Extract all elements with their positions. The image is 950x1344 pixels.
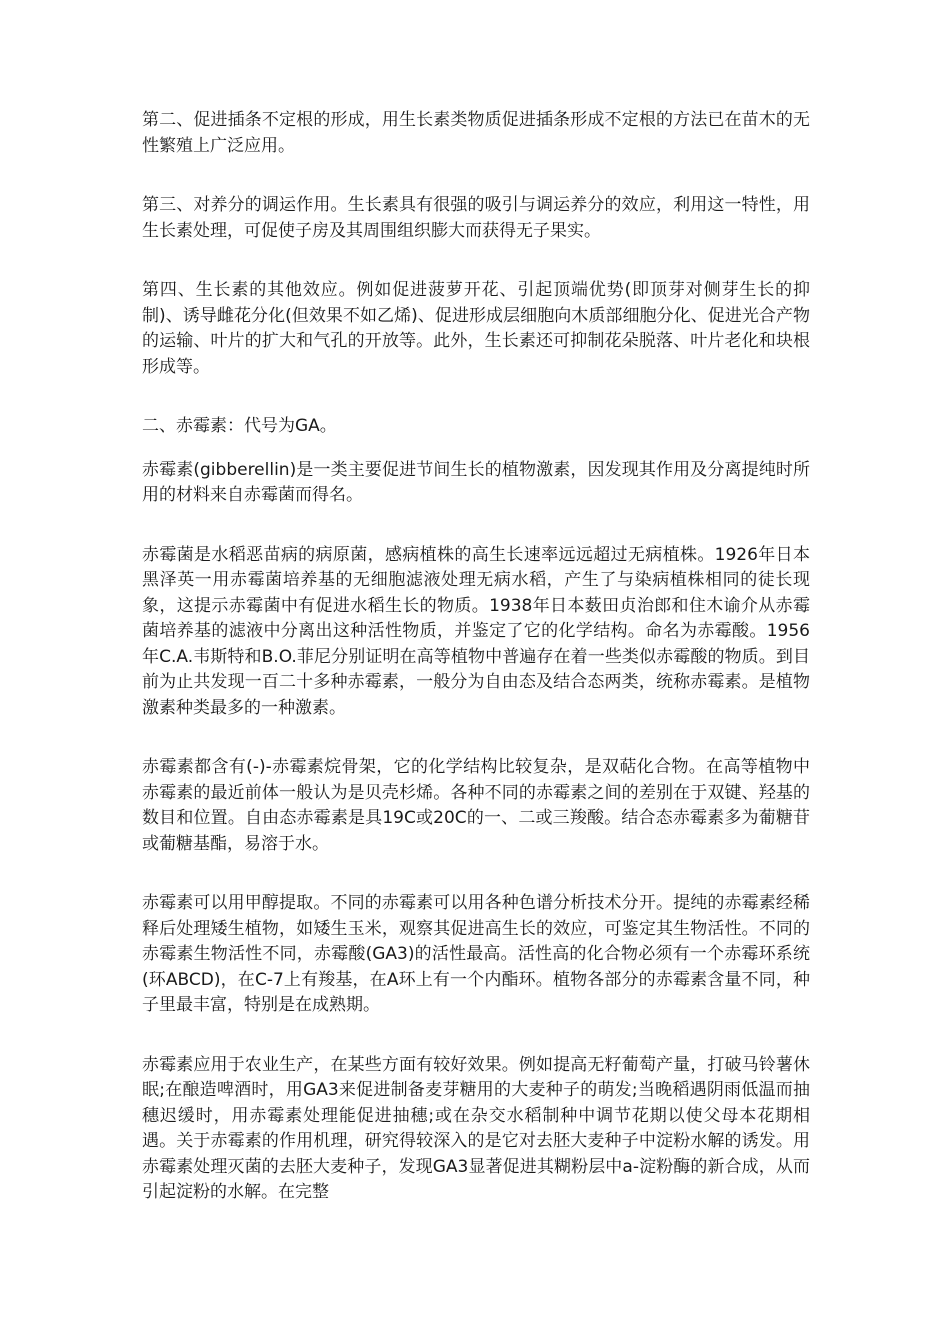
paragraph-gibberellin-extraction: 赤霉素可以用甲醇提取。不同的赤霉素可以用各种色谱分析技术分开。提纯的赤霉素经稀释后处理矮生植物，如矮生玉米，观察其促进高生长的效应，可鉴定其生物活性。不同的赤霉素生物活性不同，赤霉酸(GA3)的活性最高。活性高的化合物必须有一个赤霉环系统(环ABCD)，在C-7上有羧基，在A环上有一个内酯环。植物各部分的赤霉素含量不同，种子里最丰富，特别是在成熟期。 [142, 893, 810, 1015]
paragraph-auxin-other-effects: 第四、生长素的其他效应。例如促进菠萝开花、引起顶端优势(即顶芽对侧芽生长的抑制)、诱导雌花分化(但效果不如乙烯)、促进形成层细胞向木质部细胞分化、促进光合产物的运输、叶片的扩大和气孔的开放等。此外，生长素还可抑制花朵脱落、叶片老化和块根形成等。 [142, 280, 810, 377]
paragraph-gibberellin-application: 赤霉素应用于农业生产，在某些方面有较好效果。例如提高无籽葡萄产量，打破马铃薯休眠;在酿造啤酒时，用GA3来促进制备麦芽糖用的大麦种子的萌发;当晚稻遇阴雨低温而抽穗迟缓时，用赤霉素处理能促进抽穗;或在杂交水稻制种中调节花期以使父母本花期相遇。关于赤霉素的作用机理，研究得较深入的是它对去胚大麦种子中淀粉水解的诱发。用赤霉素处理灭菌的去胚大麦种子，发现GA3显著促进其糊粉层中a-淀粉酶的新合成，从而引起淀粉的水解。在完整 [142, 1054, 810, 1202]
document-page [142, 108, 810, 1206]
paragraph-auxin-rooting: 第二、促进插条不定根的形成，用生长素类物质促进插条形成不定根的方法已在苗木的无性繁殖上广泛应用。 [142, 110, 810, 156]
paragraph-gibberellin-structure: 赤霉素都含有(-)-赤霉素烷骨架，它的化学结构比较复杂，是双萜化合物。在高等植物中赤霉素的最近前体一般认为是贝壳杉烯。各种不同的赤霉素之间的差别在于双键、羟基的数目和位置。自由态赤霉素是具19C或20C的一、二或三羧酸。结合态赤霉素多为葡糖苷或葡糖基酯，易溶于水。 [142, 757, 810, 854]
paragraph-auxin-nutrient: 第三、对养分的调运作用。生长素具有很强的吸引与调运养分的效应，利用这一特性，用生长素处理，可促使子房及其周围组织膨大而获得无子果实。 [142, 195, 810, 241]
paragraph-gibberellin-definition: 赤霉素(gibberellin)是一类主要促进节间生长的植物激素，因发现其作用及分离提纯时所用的材料来自赤霉菌而得名。 [142, 459, 810, 505]
section-heading-gibberellin: 二、赤霉素：代号为GA。 [142, 416, 337, 436]
paragraph-gibberellin-history: 赤霉菌是水稻恶苗病的病原菌，感病植株的高生长速率远远超过无病植株。1926年日本黑泽英一用赤霉菌培养基的无细胞滤液处理无病水稻，产生了与染病植株相同的徒长现象，这提示赤霉菌中有促进水稻生长的物质。1938年日本薮田贞治郎和住木谕介从赤霉菌培养基的滤液中分离出这种活性物质，并鉴定了它的化学结构。命名为赤霉酸。1956年C.A.韦斯特和B.O.菲尼分别证明在高等植物中普遍存在着一些类似赤霉酸的物质。到目前为止共发现一百二十多种赤霉素，一般分为自由态及结合态两类，统称赤霉素。是植物激素种类最多的一种激素。 [142, 544, 810, 718]
